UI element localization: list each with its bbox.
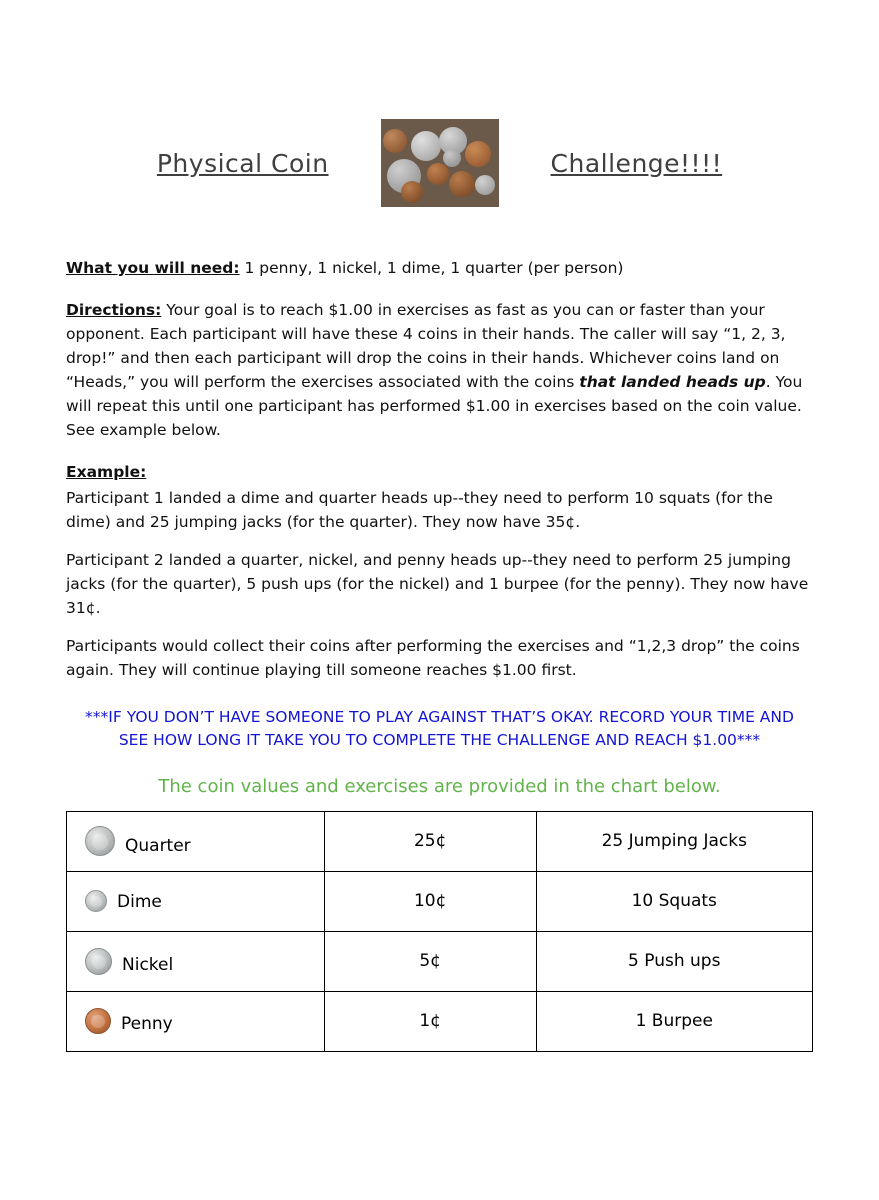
coin-cell: [67, 931, 325, 991]
callout-note: ***IF YOU DON’T HAVE SOMEONE TO PLAY AGAINST THAT’S OKAY. RECORD YOUR TIME AND SEE HOW LONG IT TAKE YOU TO COMPLETE THE CHALLENGE AND REACH $1.00***: [85, 708, 794, 750]
quarter-coin-icon: [85, 826, 115, 856]
coin-exercise: 5 Push ups: [536, 931, 812, 991]
coin-value: 25¢: [324, 811, 536, 871]
coin-name: Penny: [121, 1014, 173, 1035]
coin-exercise: 25 Jumping Jacks: [536, 811, 812, 871]
example-label: Example:: [66, 463, 147, 482]
pile-of-coins-photo: [381, 119, 499, 207]
table-row: [67, 991, 813, 1051]
directions-text-part1: Your goal is to reach $1.00 in exercises as fast as you can or faster than your opponent. Each participant will have these 4 coins in their hands. The caller will say “1, 2, 3, drop!” and then each participant will drop the coins in their hands. Whichever coins land on “Heads,” you will perform the exercises associated with the coins: [66, 301, 786, 392]
coin-values-table: [66, 811, 813, 1052]
directions-emphasis: that landed heads up: [579, 373, 766, 392]
document-header: [66, 0, 813, 218]
example-paragraph-3: Participants would collect their coins after performing the exercises and “1,2,3 drop” the coins again. They will continue playing till someone reaches $1.00 first.: [66, 637, 800, 680]
needs-paragraph: [66, 256, 813, 280]
coin-cell: [67, 991, 325, 1051]
coin-value: 5¢: [324, 931, 536, 991]
penny-coin-icon: [85, 1008, 111, 1034]
coin-exercise: 1 Burpee: [536, 991, 812, 1051]
coin-cell: [67, 871, 325, 931]
page-title-right: Challenge!!!!: [550, 148, 723, 178]
example-paragraph-2: Participant 2 landed a quarter, nickel, and penny heads up--they need to perform 25 jumping jacks (for the quarter), 5 push ups (for the nickel) and 1 burpee (for the penny). They now have 31¢.: [66, 551, 809, 618]
chart-caption: The coin values and exercises are provided in the chart below.: [158, 775, 721, 797]
page-title-left: Physical Coin: [156, 148, 329, 178]
example-paragraph-1: Participant 1 landed a dime and quarter heads up--they need to perform 10 squats (for the dime) and 25 jumping jacks (for the quarter). They now have 35¢.: [66, 489, 773, 532]
coin-cell: [67, 811, 325, 871]
coin-value: 1¢: [324, 991, 536, 1051]
directions-text-part2: . You will repeat this until one participant has performed $1.00 in exercises based on the coin value. See example below.: [66, 373, 803, 440]
needs-label: What you will need:: [66, 259, 240, 277]
coin-exercise: 10 Squats: [536, 871, 812, 931]
nickel-coin-icon: [85, 948, 112, 975]
table-row: [67, 931, 813, 991]
dime-coin-icon: [85, 890, 107, 912]
document-body: [66, 256, 813, 801]
coin-name: Quarter: [125, 836, 191, 857]
coin-name: Nickel: [122, 954, 174, 975]
directions-label: Directions:: [66, 301, 162, 320]
needs-text: 1 penny, 1 nickel, 1 dime, 1 quarter (per person): [239, 259, 624, 277]
table-row: [67, 871, 813, 931]
table-row: [67, 811, 813, 871]
coin-value: 10¢: [324, 871, 536, 931]
directions-paragraph: [66, 298, 813, 442]
coin-name: Dime: [117, 892, 162, 913]
